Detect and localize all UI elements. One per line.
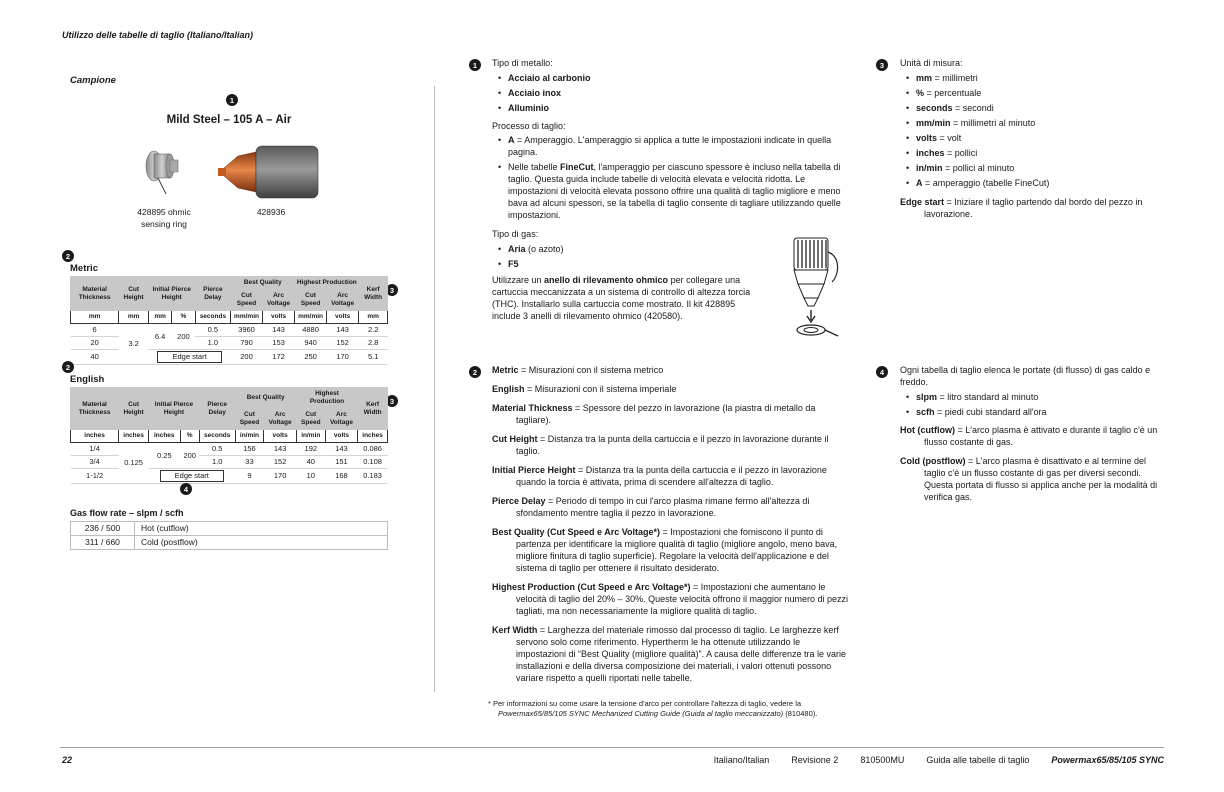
part-1-label [128,206,200,230]
term: volts [916,133,938,143]
cell-bq-voltage: 143 [264,443,296,456]
sub-arc-voltage: Arc Voltage [262,290,294,311]
callout-badge-3-metric: 3 [386,284,398,296]
ohmic-paragraph [492,274,762,322]
cell-pierce-delay: 1.0 [195,337,231,350]
unit-cell: mm [119,311,149,324]
cell-pierce-pct: 200 [180,443,199,469]
cell-hp-voltage: 151 [325,456,357,469]
cell-hp-voltage: 170 [326,350,358,365]
cell-pierce-delay: 0.5 [199,443,235,456]
list-item [904,146,1160,161]
desc: = Distanza tra la punta della cartuccia e il pezzo in lavorazione quando la torcia è attivata, prima di scendere all'altezza di taglio. [516,465,827,487]
cell-cut-height: 0.125 [119,443,149,484]
callout-badge-1: 1 [469,59,481,71]
list-item [904,86,1160,101]
metal-item: Acciaio al carbonio [508,73,591,83]
list-item [904,405,1165,420]
cell-bq-speed: 33 [235,456,264,469]
list-item [496,71,862,86]
cell-bq-speed: 790 [231,337,263,350]
unit-cell: % [180,430,199,443]
list-item [904,101,1160,116]
edge-start-box: Edge start [157,351,221,363]
footer-doc-number: 810500MU [860,755,905,765]
unit-cell: mm/min [231,311,263,324]
desc: = Impostazioni che aumentano le velocità di taglio del 20% – 30%. Queste velocità offrono il maggior numero di pezzi tagliati, ma non necessariamente la migliore qualità di taglio. [516,582,849,616]
col-highest-production: Highest Production [296,388,357,409]
def-initial-pierce-height [492,464,852,488]
hot-def [900,424,1165,448]
term: Edge start [900,197,945,207]
list-item [496,134,852,158]
term: scfh [916,407,935,417]
footer-brand: Powermax65/85/105 SYNC [1051,755,1164,765]
cell-hp-voltage: 143 [326,324,358,337]
footer-divider [60,747,1164,748]
col-kerf-width: Kerf Width [359,277,388,311]
term: F5 [508,259,519,269]
desc: , l'amperaggio per ciascuno spessore è incluso nella tabella di taglio. Questa guida include tabelle di velocità elevata e velocità ridotta. Le impostazioni di velocità elevata possono offrire una qualità di taglio migliore e meno bava ad alcuni spessori, se la tabella di taglio consente di tagliare utilizzando quelle impostazioni. [508,162,841,220]
desc: Nelle tabelle [508,162,561,172]
cell-kerf: 2.8 [359,337,388,350]
col-initial-pierce-height: Initial Pierce Height [148,277,195,311]
edge-start-box: Edge start [160,470,224,482]
cell-cut-height: 3.2 [119,324,149,365]
col-material-thickness: Material Thickness [71,388,119,430]
cell-bq-voltage: 172 [262,350,294,365]
desc: = percentuale [924,88,982,98]
section-2 [492,364,852,691]
term: Cold (postflow) [900,456,966,466]
desc: = Impostazioni che forniscono il punto di partenza per identificare la migliore qualità di taglio (migliore angolo, meno bava, migliore finitura di taglio superficie). Regolare la velocità dell'applicazione e del sistema di taglio per ottenere il risultato desiderato. [516,527,838,573]
cell-bq-voltage: 153 [262,337,294,350]
term: Metric [492,365,519,375]
cell-kerf: 5.1 [359,350,388,365]
part-2-label: 428936 [256,207,286,217]
list-item [904,116,1160,131]
col-cut-height: Cut Height [119,277,149,311]
page-header-title: Utilizzo delle tabelle di taglio (Italiano/Italian) [62,30,254,40]
cell-thickness: 3/4 [71,456,119,469]
units-list [904,71,1160,191]
footnote-ref: Powermax65/85/105 SYNC Mechanized Cutting Guide (Guida al taglio meccanizzato) [498,709,784,718]
unit-cell: in/min [296,430,325,443]
def-best-quality [492,526,852,574]
desc: = millimetri [932,73,978,83]
col-highest-production: Highest Production [295,277,359,290]
torch-ohmic-ring-image [784,232,846,344]
sample-label: Campione [70,75,116,86]
term: Cut Height [492,434,538,444]
gasflow-title: Gas flow rate – slpm / scfh [70,508,184,518]
unit-cell: mm [359,311,388,324]
footnote-text: * Per informazioni su come usare la tensione d'arco per controllare l'altezza di taglio, vedere la [488,699,802,708]
sub-cut-speed: Cut Speed [231,290,263,311]
col-material-thickness: Material Thickness [71,277,119,311]
sample-title: Mild Steel – 105 A – Air [166,114,292,126]
table-row [71,522,388,536]
term: A [508,135,515,145]
list-item [904,71,1160,86]
cell-edge-start [148,469,235,484]
table-row [71,469,388,484]
units-title: Unità di misura: [900,58,963,68]
cell-hp-speed: 4880 [295,324,327,337]
cold-def [900,455,1165,503]
section-4 [900,364,1165,503]
desc: = Misurazioni con il sistema metrico [518,365,664,375]
table-row [71,324,388,337]
gas-intro: Ogni tabella di taglio elenca le portate (di flusso) di gas caldo e freddo. [900,365,1151,387]
term: slpm [916,392,938,402]
cell-bq-voltage: 143 [262,324,294,337]
desc: Utilizzare un [492,275,545,285]
unit-cell: inches [119,430,149,443]
term: inches [916,148,945,158]
unit-cell: volts [325,430,357,443]
unit-cell: seconds [195,311,231,324]
callout-badge-2: 2 [469,366,481,378]
table-row [71,536,388,550]
term: anello di rilevamento ohmico [544,275,669,285]
cell-kerf: 0.108 [358,456,388,469]
cell-hp-speed: 192 [296,443,325,456]
units-row [71,311,388,324]
gas-value: 311 / 660 [71,536,135,550]
unit-cell: % [172,311,195,324]
list-item [904,161,1160,176]
col-best-quality: Best Quality [235,388,296,409]
metric-label: Metric [70,263,98,274]
cell-kerf: 0.183 [358,469,388,484]
col-pierce-delay: Pierce Delay [199,388,235,430]
list-item [904,176,1160,191]
callout-badge-4: 4 [876,366,888,378]
footer-revision: Revisione 2 [791,755,839,765]
cell-hp-speed: 10 [296,469,325,484]
term: Pierce Delay [492,496,546,506]
col-kerf-width: Kerf Width [358,388,388,430]
page-number: 22 [62,755,73,765]
sub-arc-voltage: Arc Voltage [264,409,296,430]
cell-hp-voltage: 152 [326,337,358,350]
callout-badge-2-english: 2 [62,361,74,373]
cell-bq-voltage: 170 [264,469,296,484]
term: Initial Pierce Height [492,465,576,475]
cell-bq-speed: 200 [231,350,263,365]
col-pierce-delay: Pierce Delay [195,277,231,311]
callout-badge-4: 4 [180,483,192,495]
callout-badge-3-english: 3 [386,395,398,407]
cell-hp-voltage: 143 [325,443,357,456]
cartridge-image [216,142,322,202]
desc: = Iniziare il taglio partendo dal bordo del pezzo in lavorazione. [924,197,1143,219]
def-english [492,383,852,395]
def-pierce-delay [492,495,852,519]
cell-pierce-delay: 1.0 [199,456,235,469]
unit-cell: volts [262,311,294,324]
desc: = volt [937,133,962,143]
callout-badge-3: 3 [876,59,888,71]
unit-cell: inches [358,430,388,443]
units-row [71,430,388,443]
term: in/min [916,163,943,173]
part-1-desc: sensing ring [141,219,187,229]
cell-thickness: 20 [71,337,119,350]
desc: = amperaggio (tabelle FineCut) [922,178,1050,188]
desc: = Spessore del pezzo in lavorazione (la piastra di metallo da tagliare). [516,403,816,425]
sub-cut-speed: Cut Speed [296,409,325,430]
metal-item: Acciaio inox [508,88,562,98]
term: mm/min [916,118,951,128]
metal-list [496,71,862,116]
footnote-text: (810480). [783,709,818,718]
desc: = Larghezza del materiale rimosso dal processo di taglio. Le larghezze kerf servono solo come riferimento. Hypertherm le ha ottenute utilizzando le impostazioni di “Best Quality (migliore qualità)”. A causa delle differenze tra le varie installazioni e della diversa composizione dei materiali, i valori ottenuti possono variare rispetto a quelli riportati nelle tabelle. [516,625,846,683]
sub-arc-voltage: Arc Voltage [326,290,358,311]
callout-badge-1: 1 [226,94,238,106]
cell-kerf: 0.086 [358,443,388,456]
part-1-code: 428895 ohmic [137,207,191,217]
list-item [904,390,1165,405]
term: Highest Production (Cut Speed e Arc Voltage*) [492,582,691,592]
list-item [496,86,862,101]
cell-bq-speed: 9 [235,469,264,484]
col-initial-pierce-height: Initial Pierce Height [148,388,199,430]
table-row [71,456,388,469]
callout-badge-2-metric: 2 [62,250,74,262]
sub-cut-speed: Cut Speed [235,409,264,430]
metal-item: Alluminio [508,103,549,113]
cell-hp-voltage: 168 [325,469,357,484]
term: Hot (cutflow) [900,425,955,435]
desc: = pollici al minuto [942,163,1015,173]
desc: = Misurazioni con il sistema imperiale [524,384,677,394]
footer-info [714,755,1164,765]
cell-pierce-delay: 0.5 [195,324,231,337]
gasflow-table [70,521,388,550]
unit-cell: mm/min [295,311,327,324]
col-best-quality: Best Quality [231,277,295,290]
cell-thickness: 1/4 [71,443,119,456]
cell-kerf: 2.2 [359,324,388,337]
column-divider [434,86,435,692]
english-cut-table [70,387,388,484]
unit-cell: seconds [199,430,235,443]
ohmic-ring-image [142,146,188,198]
def-cut-height [492,433,852,457]
cell-bq-voltage: 152 [264,456,296,469]
unit-cell: volts [326,311,358,324]
term: Kerf Width [492,625,538,635]
def-material-thickness [492,402,852,426]
process-title: Processo di taglio: [492,121,566,131]
desc: = pollici [944,148,978,158]
cell-bq-speed: 156 [235,443,264,456]
footer-guide-title: Guida alle tabelle di taglio [926,755,1030,765]
english-label: English [70,374,105,385]
footnote [488,699,818,719]
footer-language: Italiano/Italian [713,755,770,765]
process-list [496,134,852,221]
unit-cell: mm [71,311,119,324]
table-row [71,337,388,350]
desc: = L'arco plasma è disattivato e al termine del taglio c'è un flusso costante di gas per diversi secondi. Questa portata di flusso si applica anche per la modalità di verifica gas. [924,456,1158,502]
term: Material Thickness [492,403,573,413]
gas-title: Tipo di gas: [492,229,539,239]
term: English [492,384,525,394]
term: Aria [508,244,526,254]
term: mm [916,73,933,83]
unit-cell: in/min [235,430,264,443]
unit-cell: inches [71,430,119,443]
desc: = piedi cubi standard all'ora [934,407,1047,417]
gas-desc: Hot (cutflow) [135,522,388,536]
term: seconds [916,103,953,113]
cell-pierce-height: 0.25 [148,443,180,469]
cell-pierce-pct: 200 [172,324,195,350]
term: Best Quality (Cut Speed e Arc Voltage*) [492,527,661,537]
term: % [916,88,925,98]
desc: = millimetri al minuto [950,118,1036,128]
sub-arc-voltage: Arc Voltage [325,409,357,430]
desc: = L'arco plasma è attivato e durante il taglio c'è un flusso costante di gas. [924,425,1158,447]
list-item [496,101,862,116]
cell-thickness: 1-1/2 [71,469,119,484]
cell-edge-start [148,350,230,365]
def-metric [492,364,852,376]
desc: = Periodo di tempo in cui l'arco plasma rimane fermo all'altezza di sfondamento mentre taglia il pezzo in lavorazione. [516,496,810,518]
desc: = secondi [952,103,994,113]
cell-thickness: 40 [71,350,119,365]
list-item [496,161,852,221]
def-kerf-width [492,624,852,684]
metric-cut-table [70,276,388,365]
unit-cell: mm [148,311,171,324]
unit-cell: inches [148,430,180,443]
cell-bq-speed: 3960 [231,324,263,337]
table-row [71,350,388,365]
sub-cut-speed: Cut Speed [295,290,327,311]
term: A [916,178,923,188]
cell-hp-speed: 40 [296,456,325,469]
gas-value: 236 / 500 [71,522,135,536]
cell-hp-speed: 940 [295,337,327,350]
gas-units-list [904,390,1165,420]
col-cut-height: Cut Height [119,388,149,430]
gas-desc: Cold (postflow) [135,536,388,550]
term: FineCut [560,162,594,172]
section-3 [900,57,1160,220]
metal-title: Tipo di metallo: [492,58,553,68]
desc: = litro standard al minuto [937,392,1039,402]
def-highest-production [492,581,852,617]
desc: = Amperaggio. L'amperaggio si applica a tutte le impostazioni indicate in quella pagina. [508,135,832,157]
desc: per collegare una cartuccia meccanizzata a un sistema di controllo di altezza torcia (THC). Installarlo sulla cartuccia come mostrato. Il kit 428895 include 3 anelli di rilevamento ohmico (420580). [492,275,751,321]
desc: = Distanza tra la punta della cartuccia e il pezzo in lavorazione durante il taglio. [516,434,829,456]
cell-thickness: 6 [71,324,119,337]
cell-pierce-height: 6.4 [148,324,171,350]
desc: (o azoto) [525,244,564,254]
cell-hp-speed: 250 [295,350,327,365]
table-row [71,443,388,456]
edge-start-def [900,196,1152,220]
unit-cell: volts [264,430,296,443]
list-item [904,131,1160,146]
